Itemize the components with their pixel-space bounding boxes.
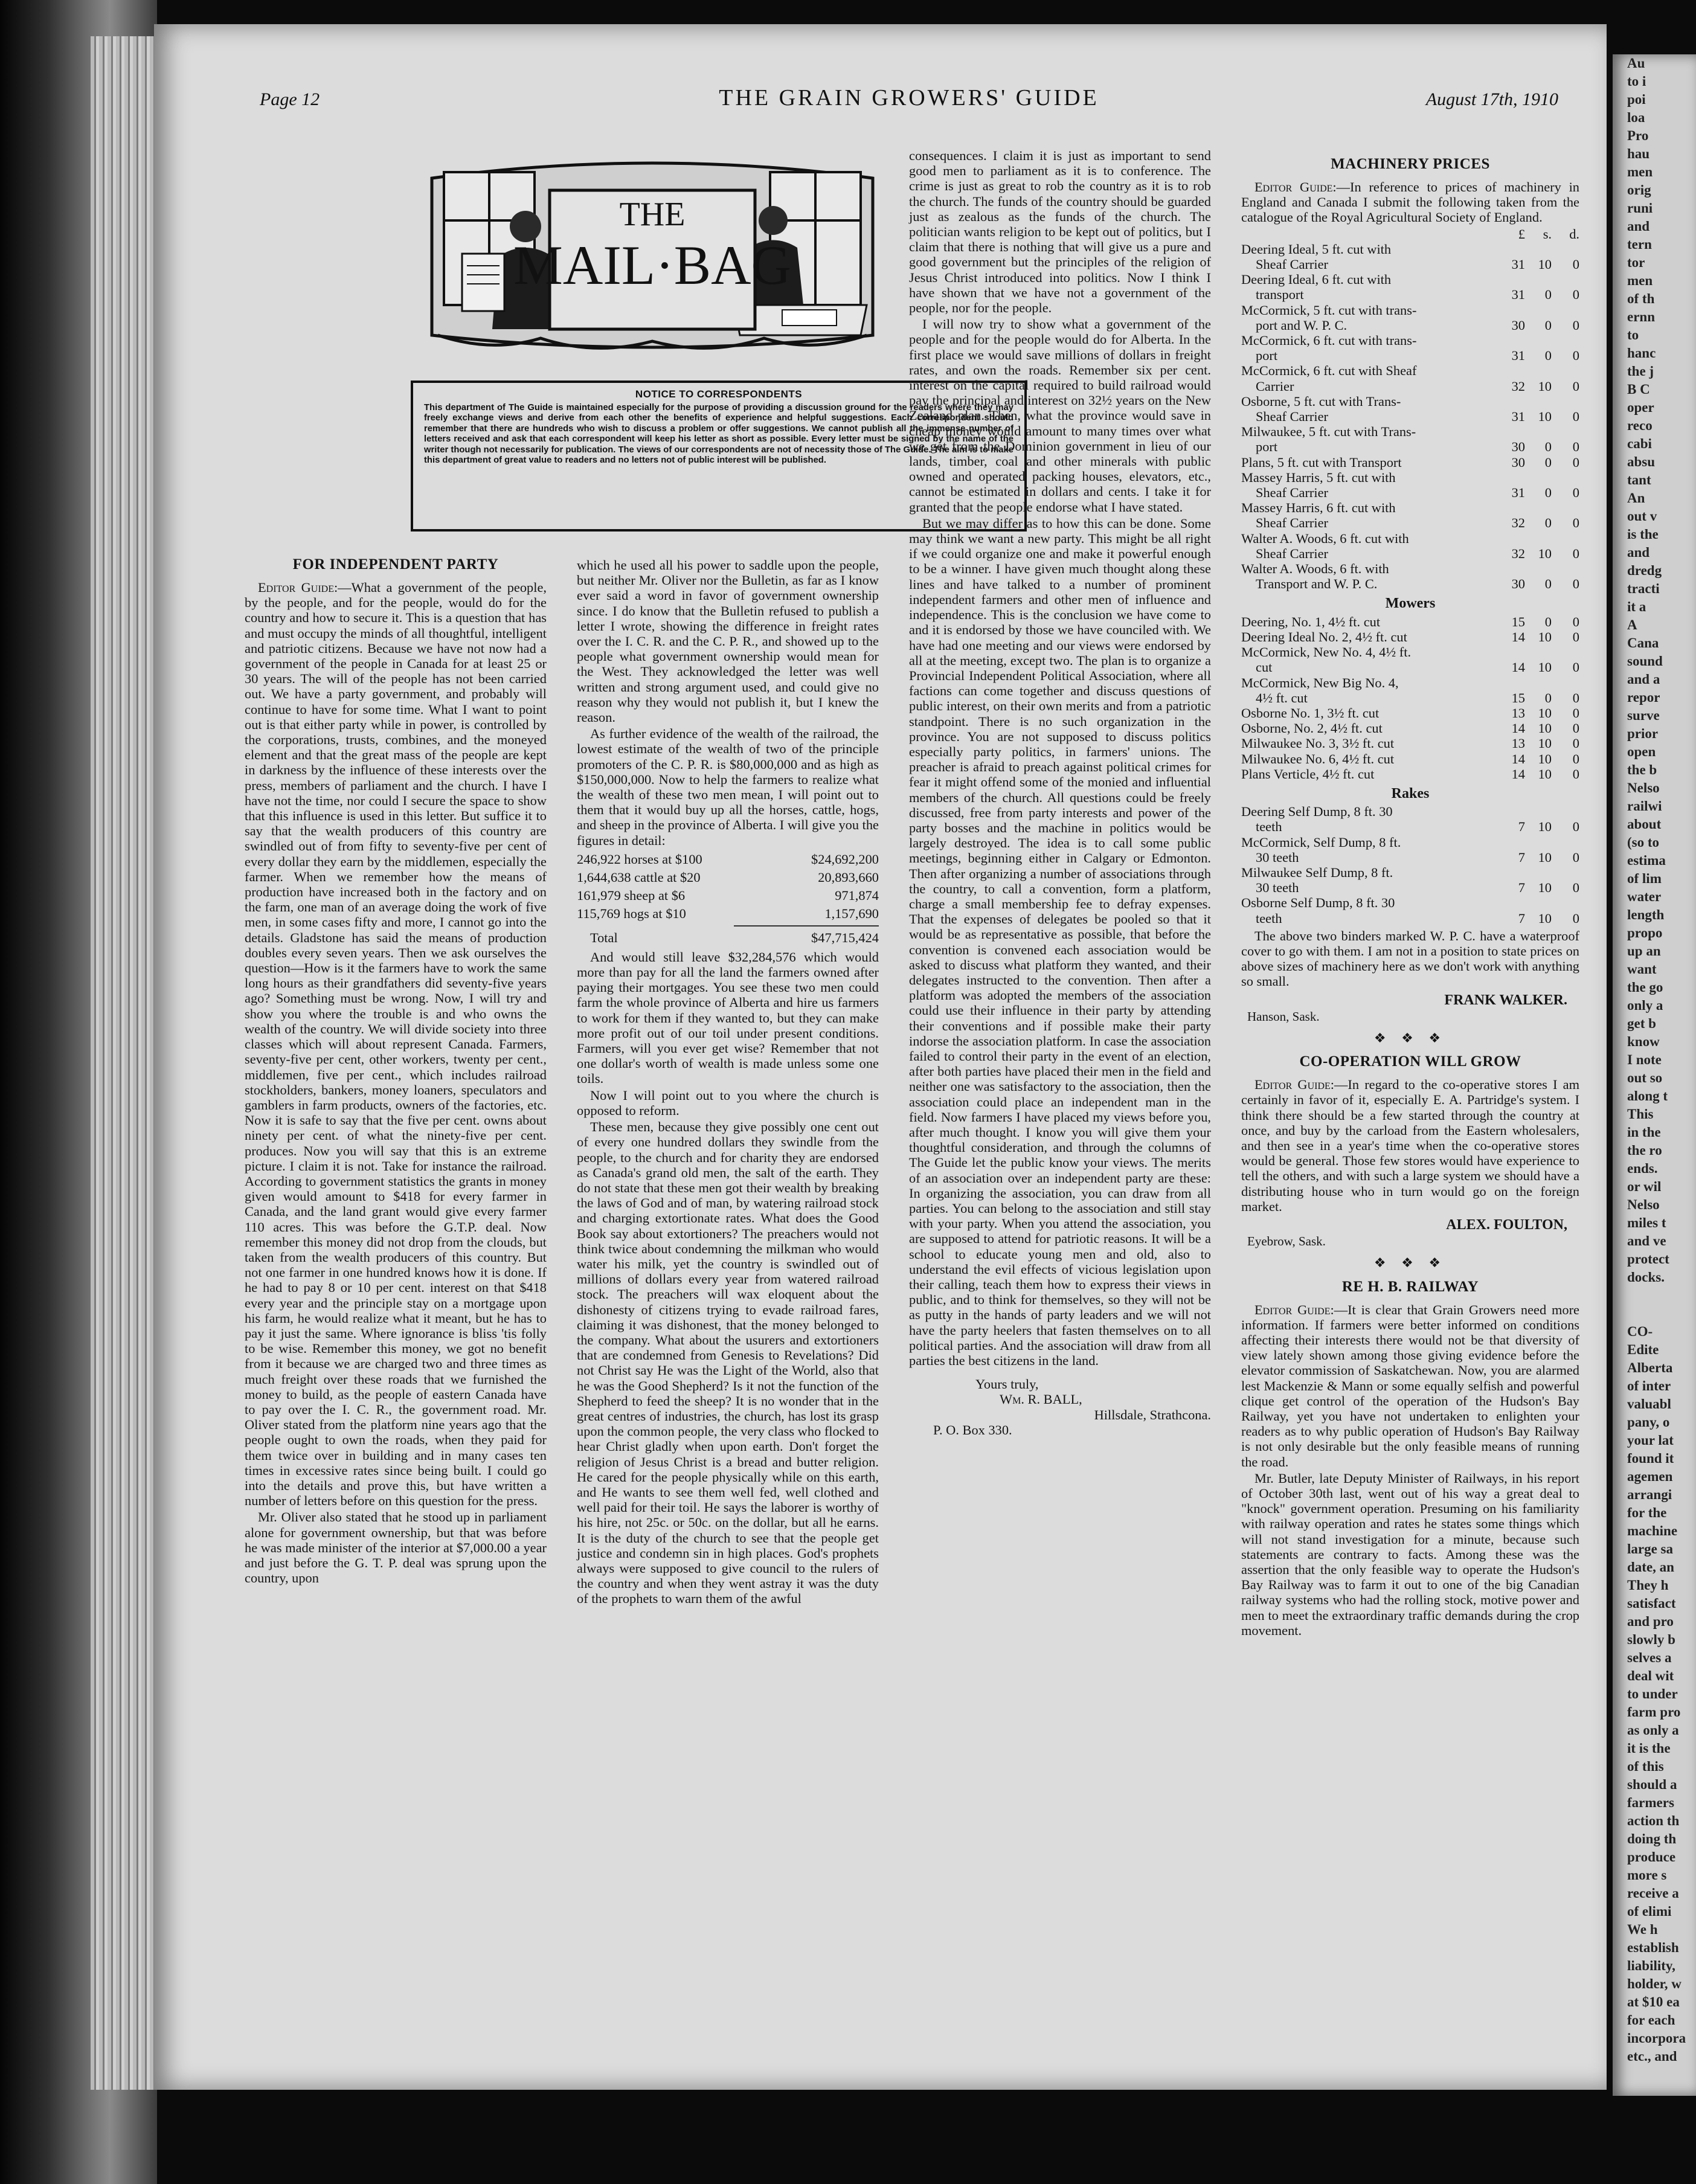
next-page-text-fragment: sound: [1627, 654, 1663, 669]
table-row: port and W. P. C. 30 0 0: [1256, 317, 1579, 333]
next-page-text-fragment: tor: [1627, 255, 1645, 270]
table-row: 4½ ft. cut 15 0 0: [1256, 690, 1579, 705]
table-row: cut 14 10 0: [1256, 660, 1579, 675]
table-row: Deering Self Dump, 8 ft. 30: [1241, 804, 1393, 820]
sum-rule: [734, 925, 879, 927]
next-page-text-fragment: [1613, 1305, 1696, 1323]
next-page-text-fragment: arrangi: [1627, 1487, 1672, 1502]
letter1-place: Hillsdale, Strathcona.: [1094, 1407, 1211, 1422]
next-page-text-fragment: to under: [1627, 1686, 1678, 1701]
issue-date: August 17th, 1910: [1425, 89, 1558, 109]
next-page-text-fragment: date, an: [1627, 1559, 1674, 1575]
next-page-text-fragment: surve: [1627, 708, 1660, 723]
next-page-text-fragment: for the: [1627, 1505, 1667, 1520]
table-row: teeth 7 10 0: [1256, 910, 1579, 926]
next-page-text-fragment: hanc: [1627, 345, 1656, 361]
next-page-text-fragment: out so: [1627, 1070, 1663, 1085]
column-3: [909, 148, 1211, 1437]
letter3-para-1: Editor Guide:—In regard to the co-operative stores I am certainly in favor of it, especially E. A. Partridge's system. I think there should be a few started through the country at once, and buy by the carload from the Eastern wholesalers, and then see in a year's time when the co-operative stores would be general. Those few stores would have experience to tell the others, and with such a large system we should have a distributing house who in turn would go on the foreign market.: [1241, 1077, 1579, 1214]
table-row: 246,922 horses at $100 $24,692,200: [577, 851, 879, 867]
publication-title: THE GRAIN GROWERS' GUIDE: [719, 85, 1099, 111]
table-row: Walter A. Woods, 6 ft. with: [1241, 561, 1389, 577]
next-page-sliver: [1613, 54, 1696, 2096]
next-page-text-fragment: reco: [1627, 418, 1653, 433]
next-page-text-fragment: A: [1627, 617, 1637, 632]
letter1-para-9: I will now try to show what a government of the people and for the people would do for Alberta. In the first place we would save millions of dollars in freight rates, and own the roads. Remember six per cent. interest on the capital required to build railroad would pay the principal and interest on 32½ years on the New Zealand plan. Then, what the province would save in cheap money would amount to many times over what we get from the Dominion government in lieu of our lands, timber, coal and other minerals with public owned and operated packing houses, elevators, etc., cannot be estimated in dollars and cents. I take it for granted that the people endorse what I have stated.: [909, 316, 1211, 515]
next-page-text-fragment: farmers: [1627, 1795, 1674, 1810]
next-page-text-fragment: valuabl: [1627, 1396, 1671, 1412]
table-row: Massey Harris, 5 ft. cut with: [1241, 469, 1396, 485]
next-page-text-fragment: should a: [1627, 1777, 1677, 1792]
page-number: Page 12: [260, 89, 320, 109]
column-2: [577, 557, 879, 1608]
next-page-text-fragment: Cana: [1627, 635, 1659, 650]
next-page-text-fragment: deal wit: [1627, 1668, 1674, 1683]
next-page-text-fragment: to i: [1627, 74, 1646, 89]
next-page-text-fragment: pany, o: [1627, 1415, 1670, 1430]
next-page-text-fragment: machine: [1627, 1523, 1678, 1538]
next-page-text-fragment: dredg: [1627, 563, 1662, 578]
next-page-text-fragment: tracti: [1627, 581, 1660, 596]
letter1-closing: Yours truly,: [975, 1376, 1039, 1392]
letter2-place: Hanson, Sask.: [1247, 1009, 1320, 1024]
table-row: McCormick, 6 ft. cut with trans-: [1241, 333, 1417, 348]
column-1: [245, 548, 547, 1587]
letter1-para-2: Mr. Oliver also stated that he stood up in parliament alone for government ownership, but that was before he was made minister of the interior at $7,000.00 a year and just before the G. T. P. deal was sprung upon the country, upon: [245, 1509, 547, 1586]
table-row: 30 teeth 7 10 0: [1256, 849, 1579, 865]
next-page-text-fragment: in the: [1627, 1125, 1661, 1140]
svg-text:THE: THE: [619, 196, 686, 233]
table-row: Plans, 5 ft. cut with Transport 30 0 0: [1241, 454, 1579, 470]
next-page-text-fragment: ernn: [1627, 309, 1655, 324]
next-page-text-fragment: and ve: [1627, 1233, 1666, 1248]
letter4-para-2: Mr. Butler, late Deputy Minister of Railways, in his report of October 30th last, went out of his way a great deal to "knock" government operation. Presuming on his familiarity with railway operation and rates he states some things which will not stand investigation for a minute, because such statements are contrary to facts. Among these was the assertion that the only feasible way to operate the Hudson's Bay Railway was to farm it out to one of the big Canadian railway systems who had the rolling stock, motive power and men to meet the extraordinary traffic demands during the crop movement.: [1241, 1470, 1579, 1638]
letter1-signature: Wm. R. BALL,: [1000, 1392, 1082, 1407]
letter3-place: Eyebrow, Sask.: [1247, 1234, 1326, 1249]
next-page-text-fragment: and a: [1627, 672, 1660, 687]
next-page-text-fragment: Alberta: [1627, 1360, 1673, 1375]
table-row: McCormick, Self Dump, 8 ft.: [1241, 834, 1401, 850]
table-row: Walter A. Woods, 6 ft. cut with: [1241, 530, 1409, 546]
next-page-text-fragment: Edite: [1627, 1342, 1659, 1357]
letter2-para-2: The above two binders marked W. P. C. have a waterproof cover to go with them. I am not in a position to state prices on above sizes of machinery here as we don't work with anything so small.: [1241, 928, 1579, 989]
next-page-text-fragment: tant: [1627, 472, 1651, 487]
next-page-text-fragment: oper: [1627, 400, 1654, 415]
currency-header: £ s. d.: [1518, 226, 1579, 242]
next-page-text-fragment: cabi: [1627, 436, 1652, 451]
table-row: Deering Ideal No. 2, 4½ ft. cut 14 10 0: [1241, 629, 1579, 644]
letter3-signature: ALEX. FOULTON,: [1446, 1217, 1567, 1233]
next-page-text-fragment: the j: [1627, 364, 1654, 379]
table-row: McCormick, 5 ft. cut with trans-: [1241, 302, 1417, 318]
next-page-text-fragment: agemen: [1627, 1469, 1673, 1484]
letter1-para-3: which he used all his power to saddle upon the people, but neither Mr. Oliver nor the Bulletin, as far as I know ever said a word in favor of government ownership since. I do know that the Bulletin refused to publish a letter I wrote, showing the difference in freight rates over the I. C. R. and the C. P. R., and showed up to the people what government ownership would mean for the West. They acknowledged the letter was well written and strong argument used, and could give no reason why they would not publish it, but I knew the reason.: [577, 557, 879, 725]
table-row: 1,644,638 cattle at $20 20,893,660: [577, 869, 879, 885]
next-page-text-fragment: I note: [1627, 1052, 1662, 1067]
next-page-text-fragment: We h: [1627, 1922, 1658, 1937]
next-page-text-fragment: up an: [1627, 943, 1661, 959]
table-row: Milwaukee No. 3, 3½ ft. cut 13 10 0: [1241, 736, 1579, 751]
next-page-text-fragment: your lat: [1627, 1433, 1674, 1448]
table-row: McCormick, 6 ft. cut with Sheaf: [1241, 363, 1417, 379]
binders-price-table: [1241, 242, 1579, 592]
table-row: port 31 0 0: [1256, 348, 1579, 364]
table-row: Milwaukee Self Dump, 8 ft.: [1241, 864, 1393, 880]
next-page-text-fragment: railwi: [1627, 798, 1662, 814]
table-row: Sheaf Carrier 31 10 0: [1256, 409, 1579, 425]
next-page-text-fragment: found it: [1627, 1451, 1674, 1466]
next-page-text-fragment: absu: [1627, 454, 1656, 469]
next-page-text-fragment: Pro: [1627, 128, 1649, 143]
next-page-text-fragment: loa: [1627, 110, 1645, 125]
table-row: Total $47,715,424: [590, 930, 879, 945]
next-page-text-fragment: receive a: [1627, 1886, 1679, 1901]
next-page-text-fragment: know: [1627, 1034, 1660, 1049]
livestock-figures-table: [577, 850, 879, 923]
letter1-para-8: consequences. I claim it is just as important to send good men to parliament as it is to conference. The crime is just as great to rob the country as it is to rob the church. The funds of the country should be guarded just as zealous as the funds of the church. The politician wants religion to be kept out of politics, but I claim that there is nothing that will give us a pure and good government but the principles of the religion of Jesus Christ introduced into politics. Now I think I have shown that we have not a government of the people, nor for the people.: [909, 148, 1211, 316]
next-page-text-fragment: it a: [1627, 599, 1646, 614]
next-page-text-fragment: B C: [1627, 382, 1650, 397]
next-page-text-fragment: length: [1627, 907, 1665, 922]
next-page-text-fragment: [1613, 1286, 1696, 1305]
next-page-text-fragment: ends.: [1627, 1161, 1658, 1176]
next-page-text-fragment: for each: [1627, 2012, 1675, 2028]
letter1-po-box: P. O. Box 330.: [933, 1422, 1012, 1437]
table-row: Osborne Self Dump, 8 ft. 30: [1241, 895, 1395, 911]
column-4: [1241, 148, 1579, 1639]
next-page-text-fragment: action th: [1627, 1813, 1680, 1828]
next-page-text-fragment: more s: [1627, 1868, 1667, 1883]
next-page-text-fragment: liability,: [1627, 1958, 1675, 1973]
notice-title: NOTICE TO CORRESPONDENTS: [635, 388, 803, 400]
table-row: Transport and W. P. C. 30 0 0: [1256, 576, 1579, 592]
next-page-text-fragment: selves a: [1627, 1650, 1672, 1665]
table-row: Massey Harris, 6 ft. cut with: [1241, 500, 1396, 516]
notice-body: This department of The Guide is maintained especially for the purpose of providing a discussion ground for the readers where they may freely exchange views and derive from each other the benefits of experience and helpful suggestions. Each correspondent should remember that there are hundreds who wish to discuss a problem or offer suggestions. We cannot publish all the immense number of letters received and ask that each correspondent will keep his letter as short as possible. Every letter must be signed by the name of the writer though not necessarily for publication. The views of our correspondents are not of necessity those of The Guide. The aim is to make this department of great value to readers and no letters not of public interest will be published.: [424, 402, 1013, 465]
ornament-divider: ❖ ❖ ❖: [1373, 1255, 1447, 1271]
page-header: [260, 85, 1558, 127]
next-page-text-fragment: estima: [1627, 853, 1666, 868]
next-page-text-fragment: men: [1627, 273, 1653, 288]
table-row: McCormick, New No. 4, 4½ ft.: [1241, 644, 1412, 660]
next-page-text-fragment: of this: [1627, 1759, 1664, 1774]
table-row: Deering Ideal, 5 ft. cut with: [1241, 241, 1392, 257]
next-page-text-fragment: large sa: [1627, 1541, 1674, 1556]
table-row: Carrier 32 10 0: [1256, 378, 1579, 394]
next-page-text-fragment: farm pro: [1627, 1704, 1681, 1720]
next-page-text-fragment: the ro: [1627, 1143, 1662, 1158]
next-page-text-fragment: (so to: [1627, 835, 1660, 850]
svg-text:MAIL·BAG: MAIL·BAG: [513, 234, 791, 296]
next-page-text-fragment: orig: [1627, 182, 1651, 198]
next-page-text-fragment: produce: [1627, 1849, 1676, 1864]
next-page-text-fragment: protect: [1627, 1251, 1669, 1267]
next-page-text-fragment: etc., and: [1627, 2049, 1677, 2064]
next-page-text-fragment: Nelso: [1627, 780, 1660, 795]
next-page-text-fragment: out v: [1627, 509, 1657, 524]
table-row: Deering, No. 1, 4½ ft. cut 15 0 0: [1241, 614, 1579, 629]
table-row: Plans Verticle, 4½ ft. cut 14 10 0: [1241, 766, 1579, 782]
next-page-text-fragment: holder, w: [1627, 1976, 1682, 1991]
table-row: Osborne, No. 2, 4½ ft. cut 14 10 0: [1241, 721, 1579, 736]
next-page-text-fragment: of inter: [1627, 1378, 1671, 1393]
letter2-para-1: Editor Guide:—In reference to prices of machinery in England and Canada I submit the following taken from the catalogue of the Royal Agricultural Society of England.: [1241, 179, 1579, 225]
table-row: Osborne No. 1, 3½ ft. cut 13 10 0: [1241, 705, 1579, 721]
next-page-text-fragment: along t: [1627, 1088, 1668, 1103]
letter1-para-7: These men, because they give possibly one cent out of every one hundred dollars they swindle from the people, to the church and for charity they are endorsed as Canada's grand old men, the salt of the earth. They do not state that these men got their wealth by breaking the laws of God and of man, by watering railroad stock and charging extortionate rates. What does the Good Book say about extortioners? The preachers would not think twice about condemning the milkman who would water his milk, yet the country is swindled out of millions of dollars every year from watered railroad stock. The preachers will wax eloquent about the dishonesty of citizens trying to evade railroad fares, claiming it was dishonest, that the money belonged to the company. What about the usurers and extortioners that are condemned from Genesis to Revelations? Did not Christ say He was the Light of the World, also that he was the Good Shepherd? Is it not the function of the Shepherd to feed the sheep? It is no wonder that in the great centres of industries, the church, has lost its grasp upon the common people, the very class who flocked to hear Christ gladly when upon earth. Don't forget the religion of Jesus Christ is a bread and butter religion. He cared for the people physically while on this earth, and He wants to see them well fed, well clothed and well paid for their toil. He says the laborer is worthy of his hire, not 25c. or 50c. on the dollar, but all he earns. It is the duty of the church to see that the people get justice and condemn sin in high places. God's prophets always were supposed to give council to the rulers of the country and when they went astray it was the duty of the prophets to warn them of the awful: [577, 1119, 879, 1607]
next-page-text-fragment: and: [1627, 219, 1650, 234]
next-page-text-fragment: it is the: [1627, 1741, 1671, 1756]
table-row: McCormick, New Big No. 4,: [1241, 675, 1399, 690]
next-page-text-fragment: establish: [1627, 1940, 1679, 1955]
next-page-text-fragment: Nelso: [1627, 1197, 1660, 1212]
next-page-text-fragment: docks.: [1627, 1270, 1665, 1285]
next-page-text-fragment: to: [1627, 327, 1639, 342]
next-page-text-fragment: Au: [1627, 56, 1645, 71]
next-page-text-fragment: slowly b: [1627, 1632, 1675, 1647]
next-page-text-fragment: want: [1627, 962, 1657, 977]
next-page-text-fragment: as only a: [1627, 1723, 1679, 1738]
next-page-text-fragment: This: [1627, 1106, 1654, 1122]
next-page-text-fragment: the b: [1627, 762, 1657, 777]
table-row: 161,979 sheep at $6 971,874: [577, 887, 879, 903]
ornament-divider: ❖ ❖ ❖: [1373, 1030, 1447, 1045]
next-page-text-fragment: men: [1627, 164, 1653, 179]
next-page-text-fragment: They h: [1627, 1578, 1669, 1593]
table-row: 115,769 hogs at $10 1,157,690: [577, 905, 879, 921]
table-row: transport 31 0 0: [1256, 287, 1579, 303]
next-page-text-fragment: the go: [1627, 980, 1663, 995]
table-row: port 30 0 0: [1256, 439, 1579, 455]
livestock-total: [577, 929, 879, 947]
letter1-heading: FOR INDEPENDENT PARTY: [292, 556, 499, 573]
rakes-heading: Rakes: [1391, 785, 1430, 801]
next-page-text-fragment: propo: [1627, 925, 1663, 940]
table-row: Milwaukee, 5 ft. cut with Trans-: [1241, 424, 1416, 440]
table-row: Deering Ideal, 6 ft. cut with: [1241, 272, 1392, 287]
next-page-text-fragment: at $10 ea: [1627, 1994, 1680, 2009]
letter4-para-1: Editor Guide:—It is clear that Grain Growers need more information. If farmers were better informed on conditions affecting their interests there would not be that diversity of view lately shown among those giving evidence before the elevator commission of Saskatchewan. Now, you are alarmed lest Mackenzie & Mann or some equally selfish and powerful clique get control of the operation of the Hudson's Bay Railway, yet you have not undertaken to enlighten your readers as to why public operation of Hudson's Bay Railway is not only desirable but the only feasible means of running the road.: [1241, 1302, 1579, 1469]
table-row: Osborne, 5 ft. cut with Trans-: [1241, 393, 1401, 409]
next-page-text-fragment: satisfact: [1627, 1596, 1676, 1611]
next-page-text-fragment: runi: [1627, 201, 1653, 216]
table-row: Sheaf Carrier 32 0 0: [1256, 515, 1579, 531]
letter1-para-6: Now I will point out to you where the church is opposed to reform.: [577, 1087, 879, 1118]
letter3-heading: CO-OPERATION WILL GROW: [1299, 1053, 1521, 1070]
table-row: Sheaf Carrier 32 10 0: [1256, 545, 1579, 561]
next-page-text-fragment: and: [1627, 545, 1650, 560]
next-page-text-fragment: incorpora: [1627, 2031, 1686, 2046]
next-page-text-fragment: repor: [1627, 690, 1660, 705]
letter1-para-4: As further evidence of the wealth of the railroad, the lowest estimate of the wealth of two of the principle promoters of the C. P. R. is $80,000,000 and as high as $150,000,000. Now to help the farmers to realize what the wealth of these two men mean, I will point out to them that it would buy up all the horses, cattle, hogs, and sheep in the province of Alberta. I will give you the figures in detail:: [577, 726, 879, 848]
next-page-text-fragment: is the: [1627, 527, 1659, 542]
letter1-para-1: Editor Guide:—What a government of the people, by the people, and for the people, would do for the country and how to secure it. This is a question that has and must occupy the minds of all thoughtful, intelligent and patriotic citizens. Because we have not now had a government of the people in Canada for at least 25 or 30 years. The will of the people has not been carried out. We have a party government, and probably will continue to have for some time. What I want to point out is that either party while in power, is controlled by the corporations, trusts, combines, and the moneyed element and that the great mass of the people are kept in darkness by the influence of these interests over the press, members of parliament and the church. I have I have not the time, nor could I secure the space to show that this influence is used in this letter. But suffice it to say that the wealth producers of this country are swindled out of from fifty to seventy-five per cent of every dollar they earn by the middlemen, especially the farmer. When we remember how the means of production have increased both in the factory and on the farm, one man of an average doing the work of five men, in some cases fifty and more, I cannot go into the details. Gladstone has said the means of production doubles every seven years. Then we ask ourselves the question—How is it the farmers have to work the same long hours as their grandfathers did seventy-five years ago? Something must be wrong. Now, I will try and show you where the trouble is and who owns the wealth of the country. We will divide society into three classes which will about represent Canada. Farmers, seventy-five per cent, other workers, twenty per cent., middlemen, five per cent., which includes railroad stockholders, bankers, money loaners, speculators and gamblers in farm products, owners of the factories, etc. Now it is safe to say that the five per cent. owns about ninety per cent. of what the ninety-five per cent. produces. Now you will say that this is an extreme picture. I claim it is not. Take for instance the railroad. According to government statistics the grants in money given would amount to $418 for every farmer in Canada, and the land grant would give every farmer 110 acres. This was before the G.T.P. deal. Now remember this money did not drop from the clouds, but taken from the wealth producers of this country. But not one farmer in one hundred knows how it is done. If he had to pay 8 or 10 per cent. interest on that $418 every year and the principle stay on a mortgage upon his farm, he would realize what it meant, but he has to pay it just the same. Where ignorance is bliss 'tis folly to be wise. Remember this money, we got no benefit from it because we are charged two and three times as much freight over these roads that we furnished the money to build, as the people of eastern Canada have to pay over the I. C. R., the government road. Mr. Oliver stated from the platform nine years ago that the people ought to own the roads, when they paid for them twice over in building and in many cases ten times in excessive rates since being built. I could go into the details and prove this, but have written a number of letters before on this question for the press.: [245, 580, 547, 1509]
next-page-text-fragment: CO-: [1627, 1324, 1653, 1339]
table-row: Sheaf Carrier 31 10 0: [1256, 257, 1579, 272]
next-page-text-fragment: prior: [1627, 726, 1659, 741]
table-row: Milwaukee No. 6, 4½ ft. cut 14 10 0: [1241, 751, 1579, 766]
table-row: Sheaf Carrier 31 0 0: [1256, 485, 1579, 501]
letter4-heading: RE H. B. RAILWAY: [1341, 1278, 1479, 1295]
letter2-signature: FRANK WALKER.: [1444, 992, 1567, 1008]
table-row: 30 teeth 7 10 0: [1256, 880, 1579, 896]
next-page-text-fragment: water: [1627, 889, 1662, 904]
next-page-text-fragment: or wil: [1627, 1179, 1662, 1194]
next-page-text-fragment: only a: [1627, 998, 1663, 1013]
next-page-text-fragment: tern: [1627, 237, 1652, 252]
letter1-para-10: But we may differ as to how this can be done. Some may think we want a new party. This might be all right if we could organize one and make it powerful enough to be a winner. I have given much thought along these lines and have talked to a number of prominent independent farmers and other men of influence and independence. This is the conclusion we have come to and it is endorsed by those we have counciled with. We have had one meeting and our views were endorsed by all at the meeting, except two. The plan is to organize a Provincial Independent Political Association, where all factions can come together and discuss questions of public interest, on their own merits and from a patriotic standpoint. There is no such organization in the province. You are not supposed to discuss politics especially party politics, in farmers' unions. The preacher is afraid to preach against political crimes for fear it might offend some of the monied and influential members of the church. All questions could be freely discussed, free from party interests and power of the party bosses and the machine in politics would be largely destroyed. The idea is to call some public meetings, beginning either in Calgary or Edmonton. Then after organizing a number of associations through the country, to call a convention, form a platform, charge a small membership fee to defray expenses. That the expenses of delegates be pooled so that it would be as representative as possible, that before the convention is convened each association would be asked to discuss what platform they wanted, and their delegates instructed to the convention. Then after a platform was adopted the members of the association could use their influence in their party by attending their conventions and if possible make their party indorse the association platform. In case the association failed to control their party in the event of an election, after both parties have placed their men in the field and neither one was satisfactory to the association, then the association could place an independent man in the field. Now farmers I have placed my views before you, after much thought. I know you will give them your thoughtful consideration, and through the columns of The Guide let the public know your views. The merits of an association over an independent party are these: In organizing the association, you can draw from all parties. You can belong to the association and still stay with your party. When you attend the association, you are supposed to attend for patriotic reasons. It will be a school to educate young men and old, also to understand the evil effects of vicious legislation upon their calling, teach them how to express their views in public, and to think for themselves, so they will not be as putty in the hands of party leaders and we will not have the party heelers that fasten themselves on to all political parties. And the association will draw from all parties the best citizens in the land.: [909, 515, 1211, 1369]
next-page-text-fragment: and pro: [1627, 1614, 1674, 1629]
next-page-text-fragment: about: [1627, 817, 1662, 832]
next-page-text-fragment: hau: [1627, 146, 1650, 161]
letter1-para-5: And would still leave $32,284,576 which would more than pay for all the land the farmers owned after paying their mortgages. You see these two men could farm the whole province of Alberta and hire us farmers to work for them if they wanted to, but they can make more profit out of our toil under present conditions. Farmers, will you ever get wise? Remember that not one dollar's worth of wealth is made unless some one toils.: [577, 949, 879, 1087]
letter2-heading: MACHINERY PRICES: [1331, 156, 1490, 172]
next-page-text-fragment: get b: [1627, 1016, 1656, 1031]
next-page-text-fragment: miles t: [1627, 1215, 1666, 1230]
mail-bag-masthead: [420, 154, 885, 356]
table-row: teeth 7 10 0: [1256, 819, 1579, 835]
next-page-text-fragment: poi: [1627, 92, 1646, 107]
next-page-text-fragment: of elimi: [1627, 1904, 1672, 1919]
next-page-text-fragment: An: [1627, 490, 1645, 506]
mowers-heading: Mowers: [1385, 596, 1436, 612]
next-page-text-fragment: doing th: [1627, 1831, 1677, 1846]
next-page-text-fragment: of th: [1627, 291, 1655, 306]
mowers-price-table: [1241, 614, 1579, 782]
next-page-text-fragment: of lim: [1627, 871, 1662, 886]
next-page-text-fragment: open: [1627, 744, 1656, 759]
newspaper-page: [154, 24, 1607, 2090]
rakes-price-table: [1241, 804, 1579, 926]
